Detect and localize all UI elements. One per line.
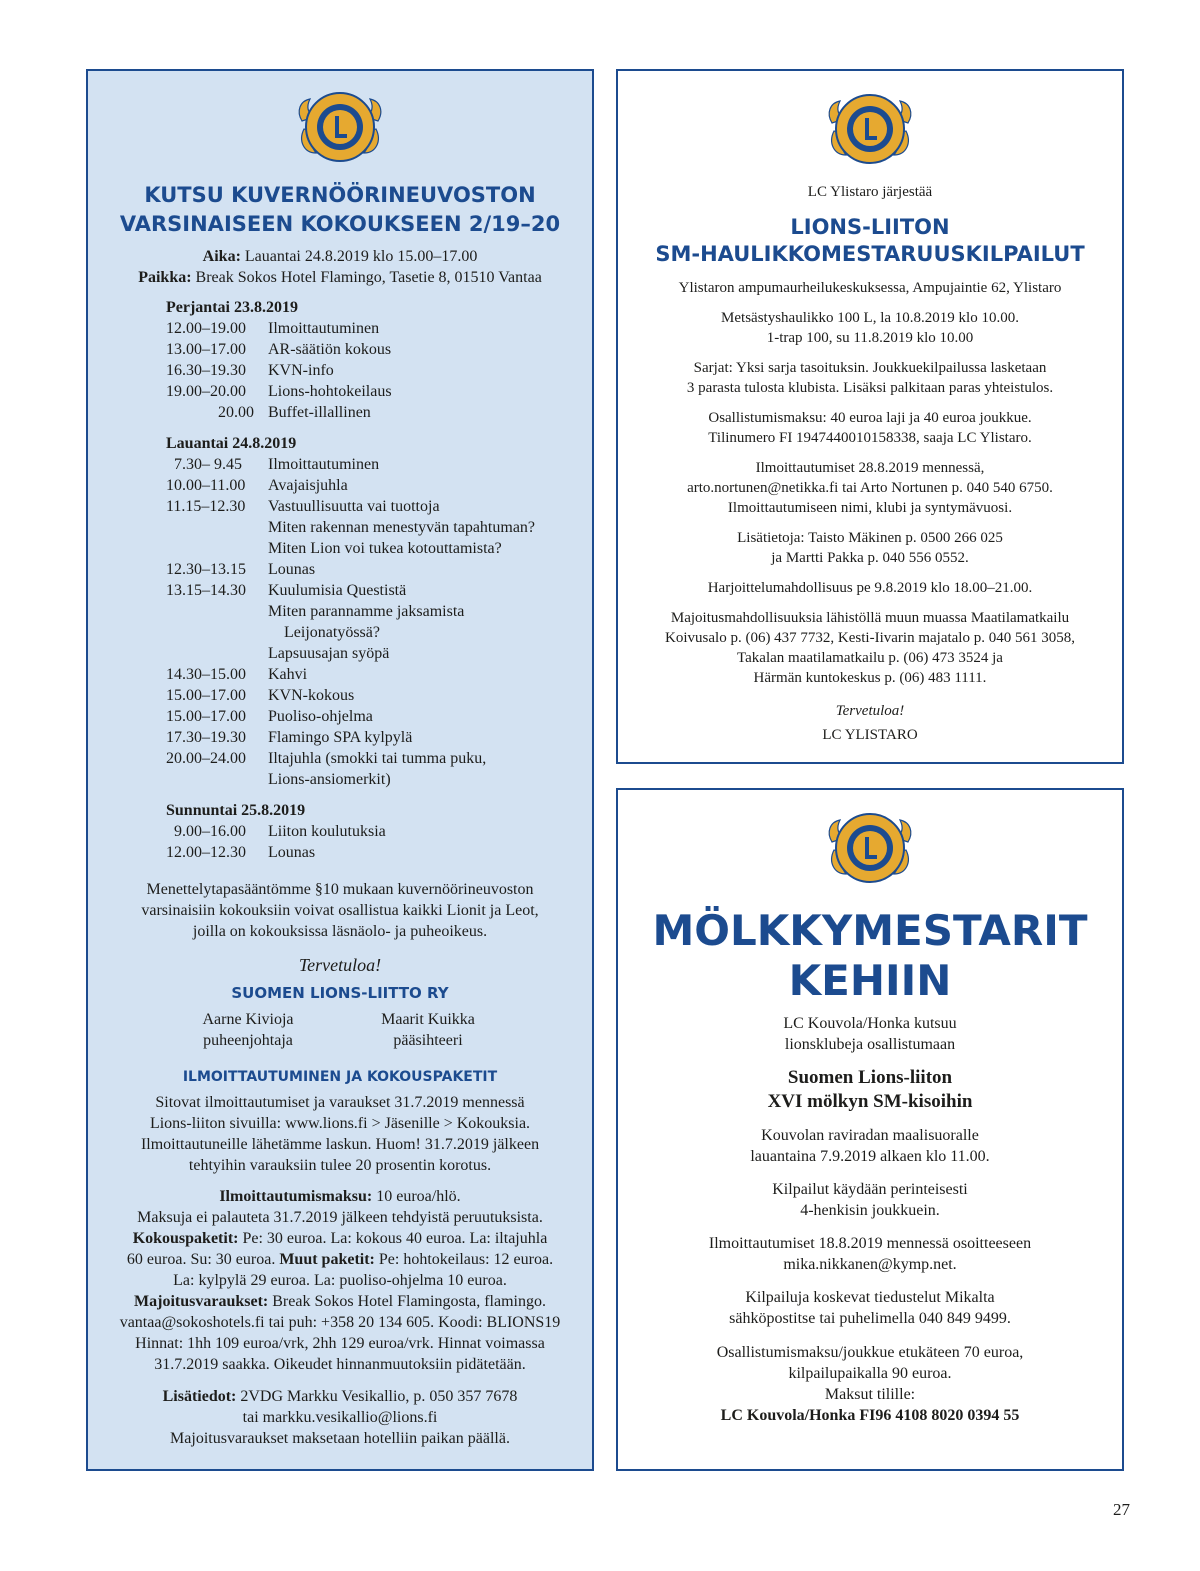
detail-paragraph: Kilpailut käydään perinteisesti 4-henkisin joukkuein. (772, 1181, 968, 1219)
council-meeting-invitation (86, 69, 594, 1471)
more-info-text: Lisätiedot: 2VDG Markku Vesikallio, p. 050 357 7678 tai markku.vesikallio@lions.fi Majoitusvaraukset maksetaan hotelliin paikan päällä. (162, 1388, 518, 1447)
org-name: SUOMEN LIONS-LIITTO RY (231, 984, 449, 1002)
schedule-time: 11.15–12.30 (166, 498, 246, 515)
schedule-item: Buffet-illallinen (268, 404, 371, 421)
registration-text: Sitovat ilmoittautumiset ja varaukset 31.7.2019 mennessä Lions-liiton sivuilla: www.lions.fi > Jäsenille > Kokouksia. Ilmoittautuneille lähetämme laskun. Huom! 31.7.2019 jälkeen tehtyihin varauksiin tulee 20 prosentin korotus. (140, 1094, 540, 1174)
schedule-time (166, 622, 268, 643)
schedule-item: Miten parannamme jaksamista (268, 603, 465, 620)
schedule-time: 7.30– 9.45 (174, 456, 242, 473)
schedule-row (166, 622, 586, 643)
schedule-item: Kahvi (268, 666, 308, 683)
molkky-title: MÖLKKYMESTARIT KEHIIN (652, 906, 1088, 1005)
schedule-row (166, 748, 586, 769)
schedule-time: 12.00–12.30 (166, 844, 246, 861)
schedule-time: 9.00–16.00 (174, 823, 246, 840)
schedule-item: Lions-ansiomerkit) (268, 771, 391, 788)
welcome-text: Tervetuloa! (835, 703, 905, 719)
schedule-day-heading: Lauantai 24.8.2019 (166, 435, 297, 452)
schedule-row (166, 769, 586, 790)
schedule-row (166, 580, 586, 601)
schedule-time: 17.30–19.30 (166, 729, 246, 746)
molkky-details (618, 1125, 1122, 1341)
schedule-time: 12.30–13.15 (166, 561, 246, 578)
detail-paragraph: Ilmoittautumiset 28.8.2019 mennessä, arto.nortunen@netikka.fi tai Arto Nortunen p. 040 540 6750. Ilmoittautumiseen nimi, klubi ja syntymävuosi. (687, 460, 1053, 516)
detail-paragraph: Osallistumismaksu: 40 euroa laji ja 40 euroa joukkue. Tilinumero FI 1947440010158338, saaja LC Ylistaro. (708, 410, 1032, 446)
schedule-row (166, 496, 586, 517)
schedule-time (166, 769, 268, 790)
event-name: Suomen Lions-liiton XVI mölkyn SM-kisoihin (767, 1067, 973, 1112)
lions-logo-icon (824, 83, 916, 175)
invitation-title: KUTSU KUVERNÖÖRINEUVOSTON VARSINAISEEN KOKOUKSEEN 2/19–20 (119, 183, 561, 236)
schedule-row (166, 842, 586, 863)
welcome-text: Tervetuloa! (298, 955, 382, 975)
schedule-row (166, 381, 586, 402)
schedule-row (166, 454, 586, 475)
schedule-time: 16.30–19.30 (166, 362, 246, 379)
schedule-item: Liiton koulutuksia (268, 823, 386, 840)
registration-heading: ILMOITTAUTUMINEN JA KOKOUSPAKETIT (182, 1069, 498, 1085)
schedule-row (166, 360, 586, 381)
schedule-time: 13.15–14.30 (166, 582, 246, 599)
schedule-time: 20.00–24.00 (166, 750, 246, 767)
signature-chair: Aarne Kivioja puheenjohtaja (202, 1011, 294, 1049)
schedule-row (166, 402, 586, 423)
schedule-item: Ilmoittautuminen (268, 320, 380, 337)
fees-text: Ilmoittautumismaksu: 10 euroa/hlö. Maksuja ei palauteta 31.7.2019 jälkeen tehdyistä peruutuksista. Kokouspaketit: Pe: 30 euroa. La: kokous 40 euroa. La: iltajuhla 60 euroa. Su: 30 euroa. Muut paketit: Pe: hohtokeilaus: 12 euroa. La: kylpylä 29 euroa. La: puoliso-ohjelma 10 euroa. Majoitusvaraukset: Break Sokos Hotel Flamingosta, flamingo. vantaa@sokoshotels.fi tai puh: +358 20 134 605. Koodi: BLIONS19 Hinnat: 1hh 109 euroa/vrk, 2hh 129 euroa/vrk. Hinnat voimassa 31.7.2019 saakka. Oikeudet hinnanmuutoksiin pidätetään. (119, 1188, 561, 1373)
schedule-day (166, 800, 586, 863)
schedule-row (166, 727, 586, 748)
schedule-time: 19.00–20.00 (166, 383, 246, 400)
schedule-item: Flamingo SPA kylpylä (268, 729, 413, 746)
schedule-row (166, 559, 586, 580)
schedule-row (166, 538, 586, 559)
detail-paragraph: Kouvolan raviradan maalisuoralle lauantaina 7.9.2019 alkaen klo 11.00. (750, 1127, 990, 1165)
schedule-item: AR-säätiön kokous (268, 341, 392, 358)
schedule-time: 10.00–11.00 (166, 477, 246, 494)
schedule-time: 14.30–15.00 (166, 666, 246, 683)
schedule-item: Lions-hohtokeilaus (268, 383, 392, 400)
schedule-time (166, 538, 268, 559)
schedule-time (166, 517, 268, 538)
schedule-row (166, 685, 586, 706)
detail-paragraph: Majoitusmahdollisuuksia lähistöllä muun muassa Maatilamatkailu Koivusalo p. (06) 437 7732, Kesti-Iivarin majatalo p. 040 561 3058, Takalan maatilamatkailu p. (06) 473 3524 ja Härmän kuntokeskus p. (06) 483 1111. (665, 610, 1075, 686)
detail-paragraph: Kilpailuja koskevat tiedustelut Mikalta sähköpostitse tai puhelimella 040 849 9499. (729, 1289, 1011, 1327)
schedule-item: Vastuullisuutta vai tuottoja (268, 498, 440, 515)
schedule-row (166, 475, 586, 496)
championship-title: LIONS-LIITON SM-HAULIKKOMESTARUUSKILPAILUT (655, 215, 1085, 266)
fees-text: Osallistumismaksu/joukkue etukäteen 70 euroa, kilpailupaikalla 90 euroa. Maksut tilille: LC Kouvola/Honka FI96 4108 8020 0394 55 (618, 1342, 1122, 1426)
invite-text: LC Kouvola/Honka kutsuu lionsklubeja osallistumaan (783, 1015, 957, 1053)
schedule-item: Puoliso-ohjelma (268, 708, 373, 725)
schedule-item: Lounas (268, 844, 316, 861)
bank-account: LC Kouvola/Honka FI96 4108 8020 0394 55 (720, 1407, 1020, 1424)
schedule-item: Leijonatyössä? (268, 624, 380, 641)
shooting-championship-notice (616, 69, 1124, 764)
schedule-item: Miten Lion voi tukea kotouttamista? (268, 540, 502, 557)
detail-paragraph: Ylistaron ampumaurheilukeskuksessa, Ampujaintie 62, Ylistaro (678, 280, 1062, 296)
page-number: 27 (1113, 1500, 1130, 1519)
detail-paragraph: Lisätietoja: Taisto Mäkinen p. 0500 266 025 ja Martti Pakka p. 040 556 0552. (737, 530, 1003, 566)
schedule-time: 15.00–17.00 (166, 708, 246, 725)
schedule-time: 20.00 (218, 404, 254, 421)
signature-secretary: Maarit Kuikka pääsihteeri (381, 1011, 475, 1049)
lions-logo-icon (294, 81, 386, 173)
schedule-time: 13.00–17.00 (166, 341, 246, 358)
championship-details (618, 278, 1122, 698)
detail-paragraph: Ilmoittautumiset 18.8.2019 mennessä osoitteeseen mika.nikkanen@kymp.net. (708, 1235, 1032, 1273)
schedule-time (166, 643, 268, 664)
schedule-time (166, 601, 268, 622)
schedule-row (166, 318, 586, 339)
schedule-item: KVN-info (268, 362, 334, 379)
organizer-text: LC Ylistaro järjestää (807, 184, 933, 200)
detail-paragraph: Metsästyshaulikko 100 L, la 10.8.2019 klo 10.00. 1-trap 100, su 11.8.2019 klo 10.00 (721, 310, 1019, 346)
schedule-item: Iltajuhla (smokki tai tumma puku, (268, 750, 487, 767)
schedule-row (166, 517, 586, 538)
schedule-item: KVN-kokous (268, 687, 355, 704)
lions-logo-icon (824, 802, 916, 894)
schedule-row (166, 339, 586, 360)
schedule-time: 12.00–19.00 (166, 320, 246, 337)
intro-text: Menettelytapasääntömme §10 mukaan kuvernöörineuvoston varsinaisiin kokouksiin voivat osallistua kaikki Lionit ja Leot, joilla on kokouksissa läsnäolo- ja puheoikeus. (141, 881, 539, 940)
schedule-item: Lounas (268, 561, 316, 578)
schedule-day (166, 297, 586, 423)
signature: LC YLISTARO (822, 727, 918, 743)
schedule-row (166, 601, 586, 622)
schedule-row (166, 821, 586, 842)
schedule-row (166, 706, 586, 727)
schedule-item: Ilmoittautuminen (268, 456, 380, 473)
schedule-row (166, 664, 586, 685)
detail-paragraph: Harjoittelumahdollisuus pe 9.8.2019 klo 18.00–21.00. (707, 580, 1033, 596)
schedule-item: Avajaisjuhla (268, 477, 348, 494)
schedule-item: Kuulumisia Questistä (268, 582, 407, 599)
schedule-day-heading: Sunnuntai 25.8.2019 (166, 802, 306, 819)
schedule-day (166, 433, 586, 790)
schedule-item: Miten rakennan menestyvän tapahtuman? (268, 519, 536, 536)
time-place: Aika: Lauantai 24.8.2019 klo 15.00–17.00 Paikka: Break Sokos Hotel Flamingo, Tasetie 8, 01510 Vantaa (138, 248, 542, 286)
detail-paragraph: Sarjat: Yksi sarja tasoituksin. Joukkuekilpailussa lasketaan 3 parasta tulosta klubista. Lisäksi palkitaan paras yhteistulos. (686, 360, 1054, 396)
schedule-day-heading: Perjantai 23.8.2019 (166, 299, 298, 316)
schedule-item: Lapsuusajan syöpä (268, 645, 390, 662)
schedule-row (166, 643, 586, 664)
schedule (166, 297, 586, 873)
schedule-time: 15.00–17.00 (166, 687, 246, 704)
molkky-championship-notice (616, 788, 1124, 1471)
